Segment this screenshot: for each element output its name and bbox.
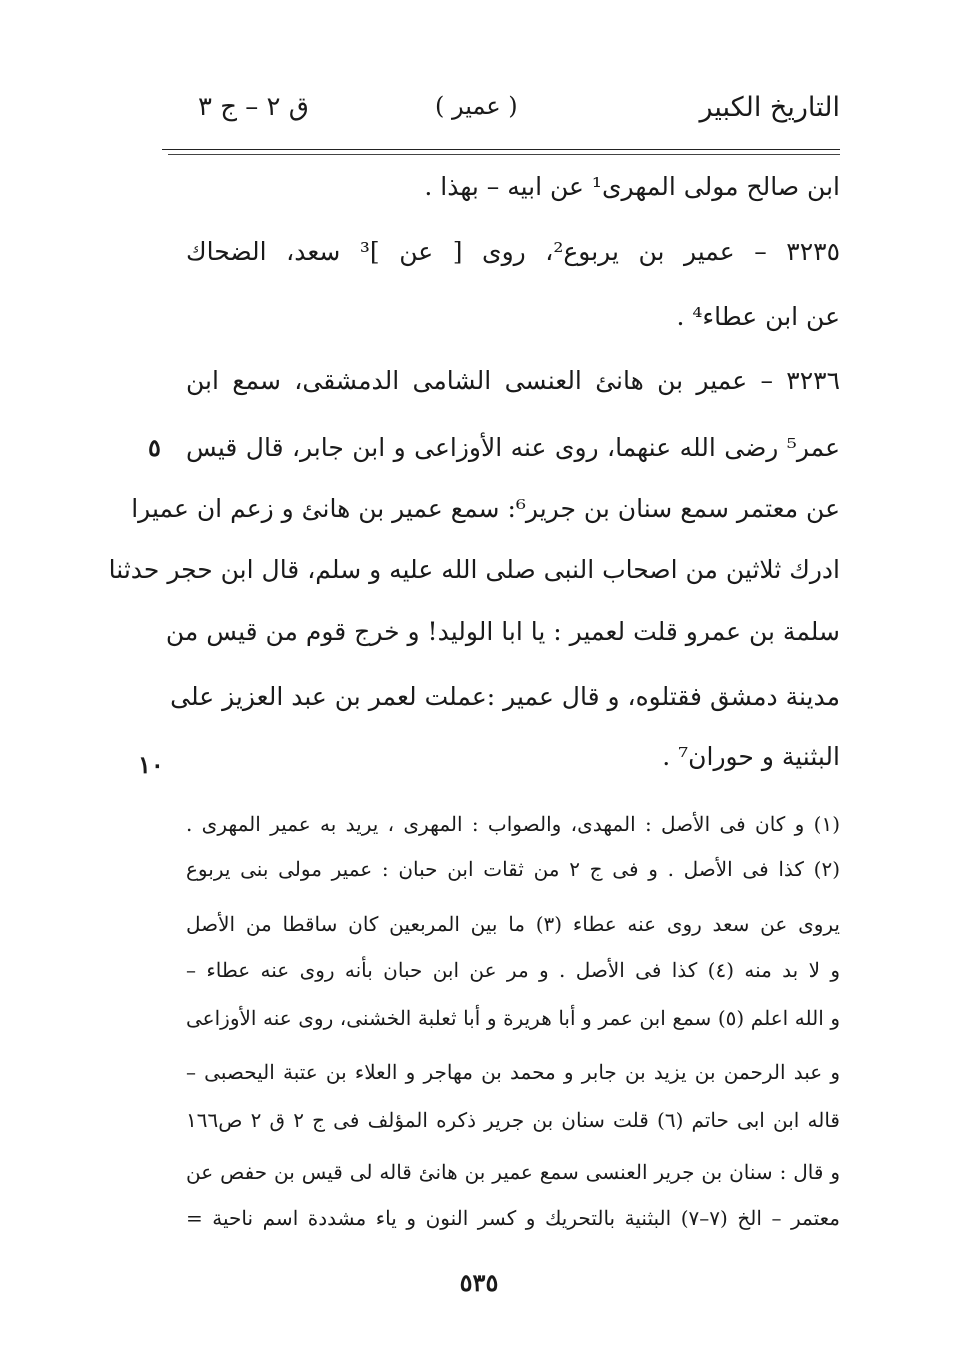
- footnote-line: (٢) كذا فى الأصل . و فى ج ٢ من ثقات ابن حبان : عمير مولى بنى يربوع: [186, 857, 841, 881]
- text-line: ابن صالح مولى المهرى¹ عن ابيه – بهذا .: [424, 172, 840, 201]
- text-line: البثنية و حوران⁷ .: [662, 742, 840, 771]
- margin-line-number: ٥: [148, 433, 161, 462]
- footnote-line: و لا بد منه (٤) كذا فى الأصل . و مر عن ابن حبان بأنه روى عنه عطاء –: [186, 958, 840, 982]
- section-title: ( عمير ): [435, 92, 518, 120]
- footnote-line: (١) و كان فى الأصل : المهدى، والصواب : المهرى ، يريد به عمير المهرى .: [186, 812, 840, 836]
- margin-line-number: ١٠: [138, 750, 164, 779]
- text-line: عمر⁵ رضى الله عنهما، روى عنه الأوزاعى و ابن جابر، قال قيس: [186, 433, 840, 462]
- volume-reference: ق ٢ – ج ٣: [198, 92, 309, 122]
- text-line: سلمة بن عمرو قلت لعمير : يا ابا الوليد! و خرج قوم من قيس من: [165, 617, 840, 646]
- header-rule: [162, 149, 840, 150]
- text-line: عن ابن عطاء⁴ .: [676, 302, 840, 331]
- text-line: مدينة دمشق فقتلوه، و قال عمير :عملت لعمر بن عبد العزيز على: [170, 682, 840, 711]
- header-rule-thin: [168, 154, 840, 155]
- running-header: [180, 92, 840, 132]
- text-line: عن معتمر سمع سنان بن جرير⁶: سمع عمير بن هانئ و زعم ان عميرا: [131, 494, 840, 523]
- footnote-line: معتمر – الخ (٧–٧) البثنية بالتحريك و كسر النون و ياء مشددة اسم ناحية =: [186, 1206, 840, 1230]
- footnote-line: و قال : سنان بن جرير العنسى سمع عمير بن هانئ قاله لى قيس بن حفص عن: [186, 1160, 840, 1184]
- footnote-line: و عبد الرحمن بن يزيد بن جابر و محمد بن مهاجر و العلاء بن عتبة اليحصبى –: [186, 1060, 840, 1084]
- text-line: ادرك ثلاثين من اصحاب النبى صلى الله عليه و سلم، قال ابن حجر حدثنا: [108, 555, 840, 584]
- footnote-line: يروى عن سعد روى عنه عطاء (٣) ما بين المربعين كان ساقطا من الأصل: [186, 912, 840, 936]
- footnote-line: قاله ابن ابى حاتم (٦) قلت سنان بن جرير ذكره المؤلف فى ج ٢ ق ٢ ص١٦٦: [186, 1108, 840, 1132]
- text-line: ٣٢٣٥ – عمير بن يربوع²، روى [ عن ]³ سعد، الضحاك: [186, 237, 840, 266]
- book-title: التاريخ الكبير: [699, 92, 840, 123]
- page-number: ٥٣٥: [459, 1268, 499, 1297]
- footnote-line: و الله اعلم (٥) سمع ابن عمر و أبا هريرة و أبا ثعلبة الخشنى، روى عنه الأوزاعى: [186, 1006, 840, 1030]
- text-line: ٣٢٣٦ – عمير بن هانئ العنسى الشامى الدمشقى، سمع ابن: [186, 366, 840, 395]
